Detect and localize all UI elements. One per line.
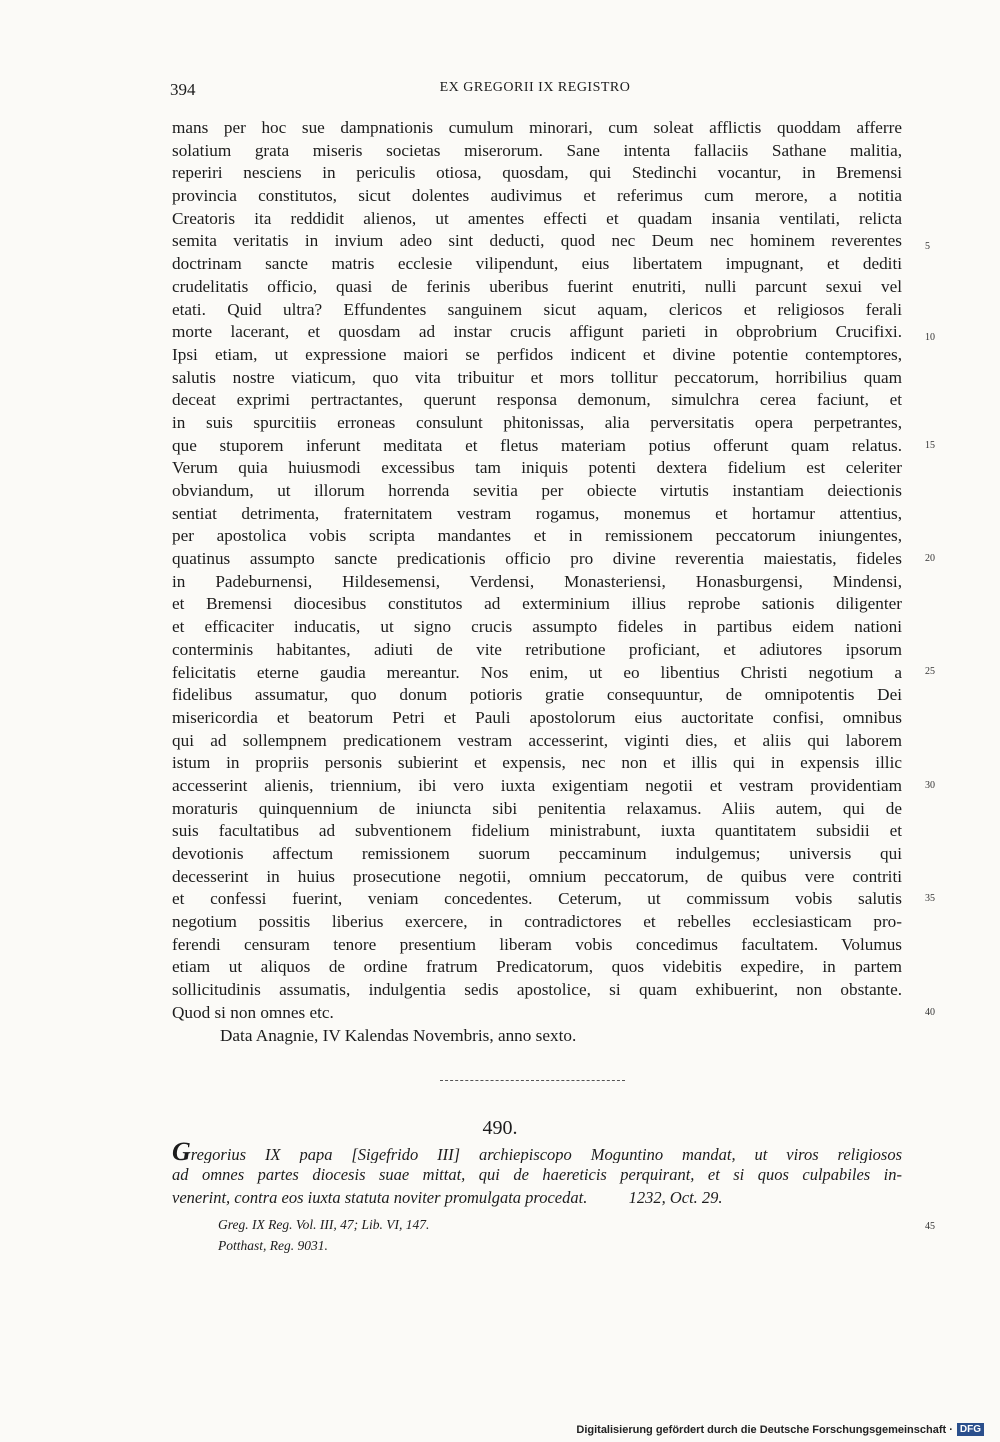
text-line: negotium possitis liberius exercere, in contradictores et rebelles ecclesiasticam pro-	[172, 912, 902, 932]
text-line: suis facultatibus ad subventionem fidelium ministrabunt, iuxta quantitatem subsidii et	[172, 821, 902, 841]
text-line: Creatoris ita reddidit alienos, ut amentes effecti et quadam insania ventilati, relicta	[172, 208, 902, 228]
reference-line: Potthast, Reg. 9031.	[218, 1238, 328, 1253]
text-line: et confessi fuerint, veniam concedentes. Ceterum, ut commissum vobis salutis	[172, 889, 902, 909]
references	[218, 1214, 429, 1256]
text-line: moraturis quinquennium de iniuncta sibi penitentia relaxamus. Aliis autem, qui de	[172, 798, 902, 818]
line-number: 30	[925, 780, 935, 791]
text-line: in Padeburnensi, Hildesemensi, Verdensi, Monasteriensi, Honasburgensi, Mindensi,	[172, 571, 902, 591]
text-line: semita veritatis in invium adeo sint deducti, quod nec Deum nec hominem reverentes	[172, 231, 902, 251]
text-line: ferendi censuram tenore presentium liberam vobis concedimus facultatem. Volumus	[172, 934, 902, 954]
summary-initial: G	[172, 1140, 191, 1163]
line-number: 35	[925, 893, 935, 904]
document-number: 490.	[482, 1117, 518, 1139]
text-line: mans per hoc sue dampnationis cumulum minorari, cum soleat afflictis quoddam afferre	[172, 118, 902, 137]
document-summary	[172, 1140, 902, 1209]
text-line: accesserint alienis, triennium, ibi vero iuxta exigentiam negotii et vestram providentiam	[172, 775, 902, 795]
text-line: etiam ut aliquos de ordine fratrum Predicatorum, quos videbitis expedire, in partem	[172, 957, 902, 977]
dfg-logo: DFG	[957, 1423, 984, 1436]
text-line: crudelitatis officio, quasi de ferinis uberibus fuerint enutriti, nulli parcunt sexui vel	[172, 276, 902, 296]
text-line: conterminis habitantes, adiuti de vite retributione proficiant, et adiutores ipsorum	[172, 639, 902, 659]
section-divider	[440, 1080, 625, 1081]
text-line: doctrinam sancte matris ecclesie vilipendunt, eius libertatem impugnant, et dediti	[172, 254, 902, 274]
text-line: Verum quia huiusmodi excessibus tam iniquis potenti dextera fidelium est celeriter	[172, 458, 902, 478]
footer	[576, 1423, 984, 1436]
funding-note: Digitalisierung gefördert durch die Deutsche Forschungsgemeinschaft ·	[576, 1423, 953, 1436]
text-line: Ipsi etiam, ut expressione maiori se perfidos indicent et divine potentie contemptores,	[172, 344, 902, 364]
line-number: 15	[925, 440, 935, 451]
summary-line: regorius IX papa [Sigefrido III] archiepiscopo Moguntino mandat, ut viros religiosos	[190, 1145, 902, 1163]
text-line: que stuporem inferunt meditata et fletus materiam potius offerunt quam relatus.	[172, 435, 902, 455]
text-line: provincia constitutos, sicut dolentes audivimus et referimus cum merore, a notitia	[172, 186, 902, 206]
text-line: per apostolica vobis scripta mandantes et in remissionem peccatorum iniungentes,	[172, 526, 902, 546]
text-line: deceat exprimi pertractantes, querunt responsa demonum, simulchra cerea faciunt, et	[172, 390, 902, 410]
line-number: 10	[925, 332, 935, 343]
main-text	[172, 117, 902, 1025]
summary-line: venerint, contra eos iuxta statuta noviter promulgata procedat. 1232, Oct. 29.	[172, 1188, 723, 1207]
text-line: etati. Quid ultra? Effundentes sanguinem sicut aquam, clericos et religiosos ferali	[172, 299, 902, 319]
text-line: salutis nostre viaticum, quo vita tribuitur et mors tollitur peccatorum, horribilius quam	[172, 367, 902, 387]
text-line: fidelibus assumatur, quo donum potioris gratie consequuntur, de omnipotentis Dei	[172, 685, 902, 705]
line-number: 25	[925, 666, 935, 677]
line-number: 20	[925, 553, 935, 564]
text-line: quatinus assumpto sancte predicationis officio pro divine reverentia maiestatis, fideles	[172, 549, 902, 569]
text-line: in suis spurcitiis erroneas consulunt phitonissas, alia perversitatis opera perpetrantes,	[172, 412, 902, 432]
text-line: decesserint in huius prosecutione negotii, omnium peccatorum, de quibus vere contriti	[172, 866, 902, 886]
reference-line: Greg. IX Reg. Vol. III, 47; Lib. VI, 147.	[218, 1217, 430, 1232]
line-number: 45	[925, 1221, 935, 1232]
running-head: EX GREGORII IX REGISTRO	[439, 80, 631, 95]
text-line: et efficaciter inducatis, ut signo crucis assumpto fideles in partibus eidem nationi	[172, 617, 902, 637]
text-line: obviandum, ut illorum horrenda sevitia per obiecte virtutis instantiam deiectionis	[172, 481, 902, 500]
text-line: morte lacerant, et quosdam ad instar crucis affigunt parieti in obprobrium Crucifixi.	[172, 322, 902, 342]
text-line: sollicitudinis assumatis, indulgentia sedis apostolice, si quam exhibuerint, non obstante.	[172, 980, 902, 1000]
text-line: qui ad sollempnem predicationem vestram accesserint, viginti dies, et aliis qui laborem	[172, 730, 902, 750]
text-line: devotionis affectum remissionem suorum peccaminum indulgemus; universis qui	[172, 844, 902, 863]
date-line: Data Anagnie, IV Kalendas Novembris, anno sexto.	[220, 1026, 577, 1045]
summary-line: ad omnes partes diocesis suae mittat, qui de haereticis perquirant, et si quos culpabiles in-	[172, 1165, 902, 1184]
line-number: 40	[925, 1007, 935, 1018]
line-number: 5	[925, 241, 930, 252]
text-line: felicitatis eterne gaudia mereantur. Nos enim, ut eo libentius Christi negotium a	[172, 662, 902, 682]
text-line: Quod si non omnes etc.	[172, 1002, 334, 1022]
page-number: 394	[170, 80, 196, 99]
text-line: istum in propriis personis subierint et expensis, nec non et illis qui in expensis illic	[172, 753, 902, 773]
text-line: misericordia et beatorum Petri et Pauli apostolorum eius auctoritate confisi, omnibus	[172, 707, 902, 727]
text-line: reperiri nesciens in periculis otiosa, quosdam, qui Stedinchi vocantur, in Bremensi	[172, 163, 902, 183]
page-header	[170, 80, 900, 104]
text-line: sentiat detrimenta, fraternitatem vestram rogamus, monemus et hortamur attentius,	[172, 503, 902, 523]
text-line: solatium grata miseris societas miserorum. Sane intenta fallaciis Sathane malitia,	[172, 140, 902, 160]
text-line: et Bremensi diocesibus constitutos ad exterminium illius reprobe sationis diligenter	[172, 594, 902, 614]
